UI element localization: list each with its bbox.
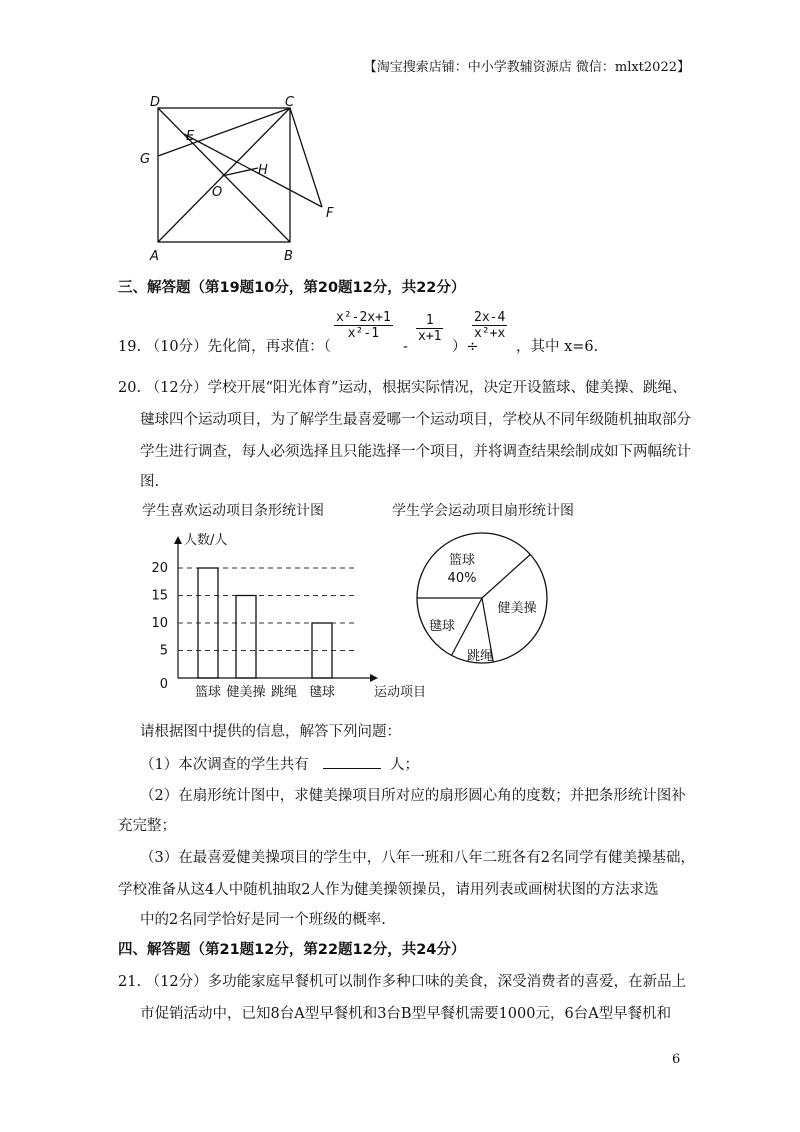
pie-slice-label: 毽球 xyxy=(428,619,456,634)
bar-chart-title: 学生喜欢运动项目条形统计图 xyxy=(142,503,324,519)
page-number: 6 xyxy=(672,1052,681,1067)
q19-frac2-den: x+1 xyxy=(418,329,442,344)
label-f: F xyxy=(326,206,334,221)
pie-percent-label: 40% xyxy=(447,571,477,586)
y-axis-arrow xyxy=(174,536,182,544)
q19-minus: - xyxy=(403,339,408,355)
section-3-heading: 三、解答题（第19题10分，第20题12分，共22分） xyxy=(118,280,466,296)
q20-part-2-line-1: （2）在扇形统计图中，求健美操项目所对应的扇形圆心角的度数；并把条形统计图补 xyxy=(140,788,686,804)
pie-slice-label: 健美操 xyxy=(497,601,537,616)
q20-part-1-text: （1）本次调查的学生共有 xyxy=(140,757,309,773)
q19-frac3-num: 2x-4 xyxy=(474,310,506,325)
y-tick-label: 20 xyxy=(151,561,168,576)
q19-frac1-num: x²-2x+1 xyxy=(336,310,391,325)
q20-part-3-line-1: （3）在最喜爱健美操项目的学生中，八年一班和八年二班各有2名同学有健美操基础， xyxy=(140,850,695,866)
label-g: G xyxy=(140,152,151,167)
y-axis-label: 人数/人 xyxy=(184,533,228,548)
label-e: E xyxy=(186,129,195,144)
bar-chart xyxy=(140,526,427,700)
q20-part-3-line-2: 学校准备从这4人中随机抽取2人作为健美操领操员，请用列表或画树状图的方法求选 xyxy=(118,882,659,898)
y-tick-label: 0 xyxy=(159,677,168,692)
q19-frac2-num: 1 xyxy=(416,313,443,329)
segment-gc xyxy=(158,108,290,156)
label-o: O xyxy=(212,185,223,200)
pie-slice-label: 跳绳 xyxy=(466,649,494,664)
q20-part-1 xyxy=(140,754,419,775)
x-tick-label: 跳绳 xyxy=(270,685,298,700)
x-tick-label: 篮球 xyxy=(194,685,222,700)
questions-intro: 请根据图中提供的信息，解答下列问题： xyxy=(140,724,401,740)
pie-chart-title: 学生学会运动项目扇形统计图 xyxy=(392,503,574,519)
q19-frac3-den: x²+x xyxy=(474,326,506,341)
x-tick-label: 健美操 xyxy=(226,685,266,700)
label-a: A xyxy=(150,249,159,264)
label-d: D xyxy=(150,95,161,110)
q20-part-3-line-3: 中的2名同学恰好是同一个班级的概率. xyxy=(140,912,386,928)
x-tick-label: 毽球 xyxy=(308,685,336,700)
bar xyxy=(236,596,256,679)
q20-part-2-line-2: 充完整； xyxy=(118,818,176,834)
q19-suffix: ，其中 x=6. xyxy=(516,339,599,355)
q19-fraction-2 xyxy=(416,313,443,344)
q19-frac1-den: x²-1 xyxy=(347,326,380,341)
q21-line-1: 21. （12分）多功能家庭早餐机可以制作多种口味的美食，深受消费者的喜爱，在新品上 xyxy=(118,974,687,990)
y-tick-label: 5 xyxy=(159,643,168,659)
y-tick-label: 15 xyxy=(151,588,168,604)
label-h: H xyxy=(258,163,268,178)
q19-fraction-1 xyxy=(334,310,393,341)
answer-blank xyxy=(323,754,381,769)
label-b: B xyxy=(284,249,293,264)
page-header: 【淘宝搜索店铺：中小学教辅资源店 微信：mlxt2022】 xyxy=(363,60,690,75)
label-c: C xyxy=(285,95,295,110)
q19-fraction-3 xyxy=(472,310,507,341)
q20-line-2: 毽球四个运动项目，为了解学生最喜爱哪一个运动项目，学校从不同年级随机抽取部分 xyxy=(140,412,691,428)
q20-line-3: 学生进行调查，每人必须选择且只能选择一个项目，并将调查结果绘制成如下两幅统计 xyxy=(140,444,691,460)
pie-slice-boundary xyxy=(451,598,482,655)
q20-part-1-unit: 人； xyxy=(389,757,419,773)
q19-prefix: 19. （10分）先化简，再求值：（ xyxy=(118,339,331,355)
pie-slice-label: 篮球 xyxy=(448,553,476,568)
pie-chart xyxy=(412,528,552,668)
q20-line-1: 20. （12分）学校开展“阳光体育”运动，根据实际情况，决定开设篮球、健美操、跳绳、 xyxy=(118,380,687,396)
q20-line-4: 图. xyxy=(140,474,160,490)
geometry-figure xyxy=(130,90,350,270)
q21-line-2: 市促销活动中，已知8台A型早餐机和3台B型早餐机需要1000元，6台A型早餐机和 xyxy=(140,1006,672,1022)
x-axis-label: 运动项目 xyxy=(374,685,427,700)
y-tick-label: 10 xyxy=(151,616,168,631)
x-axis-arrow xyxy=(370,674,378,682)
pie-slice-boundary xyxy=(482,555,530,598)
section-4-heading: 四、解答题（第21题12分，第22题12分，共24分） xyxy=(118,942,466,958)
q19-divide: ）÷ xyxy=(452,339,479,355)
